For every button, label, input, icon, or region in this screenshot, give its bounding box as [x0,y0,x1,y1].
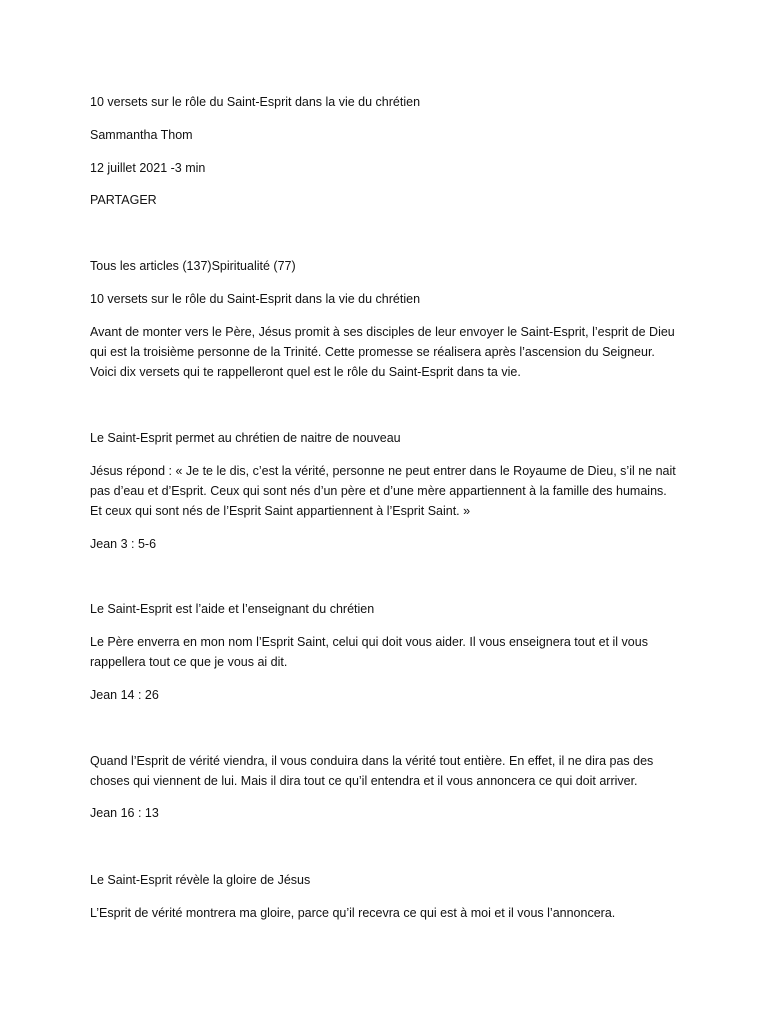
verse-text: Quand l’Esprit de vérité viendra, il vous conduira dans la vérité tout entière. En effet, il ne dira pas des choses qui viennent de lui. Mais il dira tout ce qu’il entendra et il vous annoncera ce qui doit arriver. [90,754,654,788]
date-readtime: 12 juillet 2021 -3 min [90,161,206,175]
verse-reference: Jean 14 : 26 [90,688,159,702]
verse-text: Le Père enverra en mon nom l’Esprit Saint, celui qui doit vous aider. Il vous enseignera tout et il vous rappellera tout ce que je vous ai dit. [90,635,648,669]
author-name: Sammantha Thom [90,128,193,142]
verse-reference: Jean 16 : 13 [90,806,159,820]
article-title: 10 versets sur le rôle du Saint-Esprit dans la vie du chrétien [90,95,421,109]
section-heading: Le Saint-Esprit est l’aide et l’enseignant du chrétien [90,602,375,616]
intro-paragraph: Avant de monter vers le Père, Jésus promit à ses disciples de leur envoyer le Saint-Esprit, l’esprit de Dieu qui est la troisième personne de la Trinité. Cette promesse se réalisera après l’ascension du Seigneur. Voici dix versets qui te rappelleront quel est le rôle du Saint-Esprit dans ta vie. [90,325,675,379]
verse-text: Jésus répond : « Je te le dis, c’est la vérité, personne ne peut entrer dans le Royaume de Dieu, s’il ne nait pas d’eau et d’Esprit. Ceux qui sont nés d’un père et d’une mère appartiennent à la famille des humains. Et ceux qui sont nés de l’Esprit Saint appartiennent à l’Esprit Saint. » [90,464,676,518]
section-heading: Le Saint-Esprit révèle la gloire de Jésus [90,873,311,887]
article-title-repeat: 10 versets sur le rôle du Saint-Esprit dans la vie du chrétien [90,292,421,306]
section-heading: Le Saint-Esprit permet au chrétien de naitre de nouveau [90,431,401,445]
categories-line: Tous les articles (137)Spiritualité (77) [90,259,296,273]
verse-reference: Jean 3 : 5-6 [90,537,157,551]
verse-text: L’Esprit de vérité montrera ma gloire, parce qu’il recevra ce qui est à moi et il vous l’annoncera. [90,906,616,920]
share-label: PARTAGER [90,193,157,207]
